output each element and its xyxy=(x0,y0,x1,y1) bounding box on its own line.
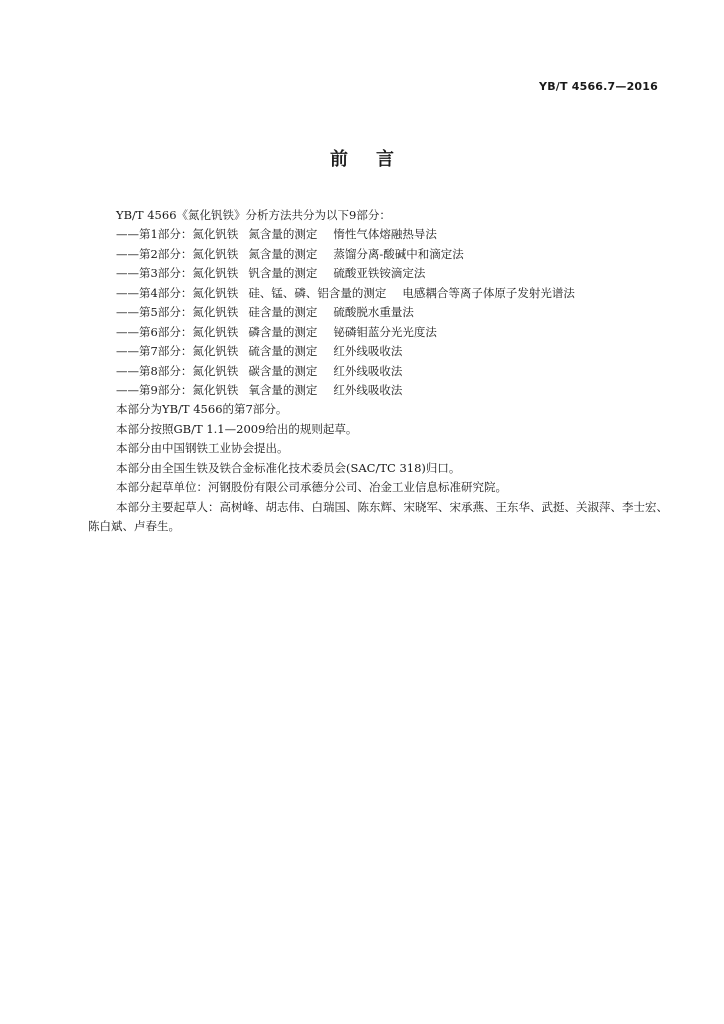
part-method: 红外线吸收法 xyxy=(333,382,403,397)
part-measure: 磷含量的测定 xyxy=(248,324,318,339)
part-prefix: ——第3部分：氮化钒铁 xyxy=(116,266,239,281)
drafters-line-1: 本部分主要起草人：高树峰、胡志伟、白瑞国、陈东辉、宋晓军、宋承燕、王东华、武挺、关淑萍、李士宏、 xyxy=(116,499,668,514)
part-prefix: ——第4部分：氮化钒铁 xyxy=(116,285,239,300)
part-measure: 硅、锰、磷、铝含量的测定 xyxy=(248,285,387,300)
list-item-part-7 xyxy=(92,342,672,361)
part-method: 红外线吸收法 xyxy=(333,344,403,359)
part-measure: 氧含量的测定 xyxy=(248,382,318,397)
part-prefix: ——第9部分：氮化钒铁 xyxy=(116,382,239,397)
document-body xyxy=(88,206,672,536)
part-measure: 氮含量的测定 xyxy=(248,246,318,261)
part-prefix: ——第5部分：氮化钒铁 xyxy=(116,305,239,320)
list-item-part-2 xyxy=(92,245,672,264)
part-measure: 硅含量的测定 xyxy=(248,305,318,320)
part-prefix: ——第7部分：氮化钒铁 xyxy=(116,344,239,359)
part-prefix: ——第2部分：氮化钒铁 xyxy=(116,246,239,261)
statement-drafting-rules: 本部分按照GB/T 1.1—2009给出的规则起草。 xyxy=(116,421,358,436)
part-measure: 硫含量的测定 xyxy=(248,344,318,359)
part-measure: 氮含量的测定 xyxy=(248,227,318,242)
list-item-part-9 xyxy=(92,381,672,400)
part-method: 电感耦合等离子体原子发射光谱法 xyxy=(402,285,575,300)
list-item-part-3 xyxy=(92,264,672,283)
part-measure: 碳含量的测定 xyxy=(248,363,318,378)
part-method: 红外线吸收法 xyxy=(333,363,403,378)
statement-part-number: 本部分为YB/T 4566的第7部分。 xyxy=(116,402,288,417)
list-item-part-8 xyxy=(92,362,672,381)
part-prefix: ——第6部分：氮化钒铁 xyxy=(116,324,239,339)
list-item-part-4 xyxy=(92,284,672,303)
intro-paragraph: YB/T 4566《氮化钒铁》分析方法共分为以下9部分： xyxy=(116,208,391,222)
part-method: 硫酸亚铁铵滴定法 xyxy=(333,266,426,281)
part-method: 蒸馏分离-酸碱中和滴定法 xyxy=(333,246,464,261)
part-method: 惰性气体熔融热导法 xyxy=(333,227,437,242)
part-prefix: ——第1部分：氮化钒铁 xyxy=(116,227,239,242)
part-method: 铋磷钼蓝分光光度法 xyxy=(333,324,437,339)
list-item-part-6 xyxy=(92,323,672,342)
standard-code: YB/T 4566.7—2016 xyxy=(539,80,658,93)
drafters-line-2: 陈白斌、卢春生。 xyxy=(88,519,180,533)
statement-committee: 本部分由全国生铁及铁合金标准化技术委员会(SAC/TC 318)归口。 xyxy=(116,460,461,475)
part-prefix: ——第8部分：氮化钒铁 xyxy=(116,363,239,378)
page-title: 前言 xyxy=(330,149,422,170)
list-item-part-1 xyxy=(92,225,672,244)
list-item-part-5 xyxy=(92,303,672,322)
statement-drafting-units: 本部分起草单位：河钢股份有限公司承德分公司、冶金工业信息标准研究院。 xyxy=(116,480,507,495)
part-measure: 钒含量的测定 xyxy=(248,266,318,281)
statement-proposer: 本部分由中国钢铁工业协会提出。 xyxy=(116,441,289,456)
part-method: 硫酸脱水重量法 xyxy=(333,305,414,320)
